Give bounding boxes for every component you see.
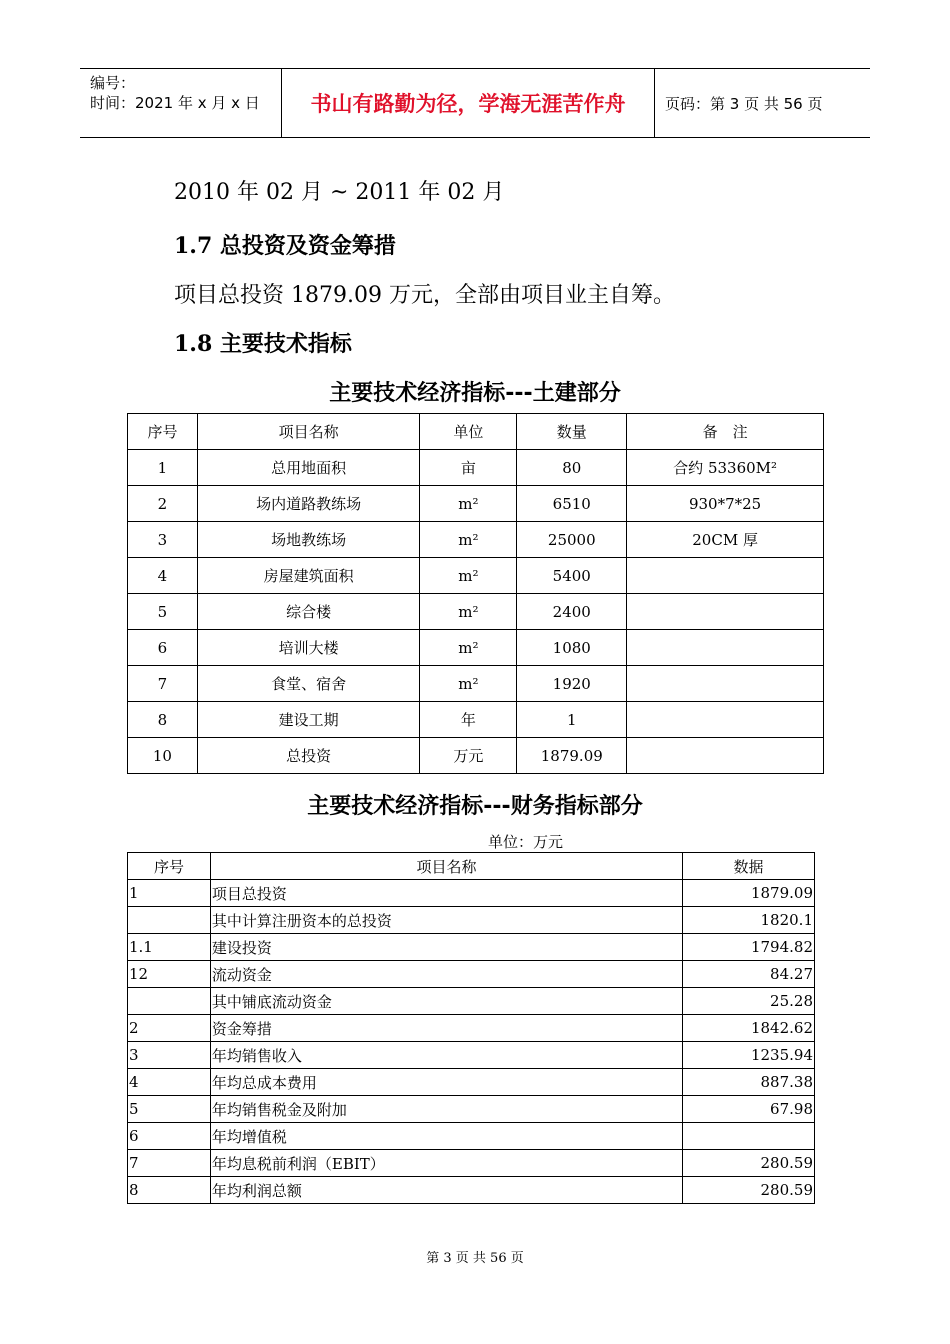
row-note: 20CM 厚 — [627, 522, 824, 558]
row-name: 建设工期 — [197, 702, 420, 738]
row-value: 280.59 — [683, 1150, 815, 1177]
row-qty: 1 — [517, 702, 627, 738]
col-header-qty: 数量 — [517, 414, 627, 450]
section-1-8-title: 1.8 主要技术指标 — [174, 331, 352, 357]
row-qty: 25000 — [517, 522, 627, 558]
row-name: 场内道路教练场 — [197, 486, 420, 522]
row-value: 887.38 — [683, 1069, 815, 1096]
section-1-7-text: 项目总投资 1879.09 万元，全部由项目业主自筹。 — [174, 283, 675, 308]
row-name: 年均息税前利润（EBIT） — [210, 1150, 682, 1177]
row-note — [627, 666, 824, 702]
row-qty: 2400 — [517, 594, 627, 630]
row-no: 1.1 — [128, 934, 211, 961]
row-unit: m² — [420, 558, 517, 594]
row-no: 8 — [128, 1177, 211, 1204]
row-no: 8 — [128, 702, 198, 738]
finance-table — [127, 852, 815, 1204]
period-text: 2010 年 02 月 ~ 2011 年 02 月 — [174, 180, 505, 205]
table-row — [128, 1123, 815, 1150]
row-value: 67.98 — [683, 1096, 815, 1123]
row-no: 3 — [128, 522, 198, 558]
row-name: 房屋建筑面积 — [197, 558, 420, 594]
row-unit: m² — [420, 522, 517, 558]
row-no: 3 — [128, 1042, 211, 1069]
row-no — [128, 988, 211, 1015]
row-name: 食堂、宿舍 — [197, 666, 420, 702]
page-footer: 第 3 页 共 56 页 — [426, 1251, 524, 1266]
row-value: 84.27 — [683, 961, 815, 988]
table-row — [128, 934, 815, 961]
row-value: 1842.62 — [683, 1015, 815, 1042]
row-name: 培训大楼 — [197, 630, 420, 666]
table-row — [128, 1150, 815, 1177]
page-header — [80, 68, 870, 138]
row-name: 综合楼 — [197, 594, 420, 630]
row-name: 总投资 — [197, 738, 420, 774]
row-qty: 1879.09 — [517, 738, 627, 774]
row-no: 5 — [128, 594, 198, 630]
table-row — [128, 1015, 815, 1042]
row-no: 10 — [128, 738, 198, 774]
col-header-no: 序号 — [128, 853, 211, 880]
row-unit: 万元 — [420, 738, 517, 774]
header-page-label: 页码：第 3 页 共 56 页 — [665, 94, 823, 113]
row-no: 1 — [128, 880, 211, 907]
section-1-7-title: 1.7 总投资及资金筹措 — [174, 233, 396, 259]
col-header-no: 序号 — [128, 414, 198, 450]
row-value: 25.28 — [683, 988, 815, 1015]
row-no: 4 — [128, 558, 198, 594]
row-value: 1820.1 — [683, 907, 815, 934]
row-no: 6 — [128, 1123, 211, 1150]
row-no: 2 — [128, 486, 198, 522]
row-no: 7 — [128, 1150, 211, 1177]
table-header-row — [128, 853, 815, 880]
table-row — [128, 450, 824, 486]
row-name: 其中计算注册资本的总投资 — [210, 907, 682, 934]
row-unit: 年 — [420, 702, 517, 738]
row-unit: m² — [420, 594, 517, 630]
row-unit: m² — [420, 486, 517, 522]
table-row — [128, 522, 824, 558]
row-no: 4 — [128, 1069, 211, 1096]
row-no: 2 — [128, 1015, 211, 1042]
row-qty: 5400 — [517, 558, 627, 594]
row-note — [627, 558, 824, 594]
row-value — [683, 1123, 815, 1150]
table-row — [128, 666, 824, 702]
row-value: 1235.94 — [683, 1042, 815, 1069]
table-row — [128, 702, 824, 738]
table-row — [128, 961, 815, 988]
row-no: 6 — [128, 630, 198, 666]
row-note — [627, 702, 824, 738]
row-note: 930*7*25 — [627, 486, 824, 522]
row-note — [627, 738, 824, 774]
table-row — [128, 1096, 815, 1123]
row-name: 年均增值税 — [210, 1123, 682, 1150]
row-unit: m² — [420, 630, 517, 666]
row-name: 年均销售税金及附加 — [210, 1096, 682, 1123]
row-name: 项目总投资 — [210, 880, 682, 907]
number-label: 编号： — [90, 74, 136, 92]
row-name: 资金筹措 — [210, 1015, 682, 1042]
row-unit: 亩 — [420, 450, 517, 486]
table-header-row — [128, 414, 824, 450]
table-row — [128, 907, 815, 934]
table-row — [128, 486, 824, 522]
table-row — [128, 630, 824, 666]
row-no: 7 — [128, 666, 198, 702]
row-no: 12 — [128, 961, 211, 988]
table2-title: 主要技术经济指标---财务指标部分 — [307, 794, 643, 819]
row-unit: m² — [420, 666, 517, 702]
col-header-name: 项目名称 — [210, 853, 682, 880]
construction-table — [127, 413, 824, 774]
table-row — [128, 738, 824, 774]
row-no: 5 — [128, 1096, 211, 1123]
row-qty: 6510 — [517, 486, 627, 522]
row-value: 1879.09 — [683, 880, 815, 907]
row-name: 场地教练场 — [197, 522, 420, 558]
table-row — [128, 558, 824, 594]
table-row — [128, 880, 815, 907]
row-qty: 1920 — [517, 666, 627, 702]
row-note — [627, 594, 824, 630]
row-name: 年均总成本费用 — [210, 1069, 682, 1096]
row-value: 280.59 — [683, 1177, 815, 1204]
col-header-unit: 单位 — [420, 414, 517, 450]
row-qty: 80 — [517, 450, 627, 486]
row-name: 年均利润总额 — [210, 1177, 682, 1204]
col-header-value: 数据 — [683, 853, 815, 880]
row-value: 1794.82 — [683, 934, 815, 961]
row-no — [128, 907, 211, 934]
row-qty: 1080 — [517, 630, 627, 666]
table-row — [128, 1177, 815, 1204]
table-row — [128, 1069, 815, 1096]
date-label: 时间：2021 年 x 月 x 日 — [90, 94, 260, 112]
col-header-name: 项目名称 — [197, 414, 420, 450]
row-name: 流动资金 — [210, 961, 682, 988]
row-no: 1 — [128, 450, 198, 486]
row-note — [627, 630, 824, 666]
table-row — [128, 1042, 815, 1069]
unit-label: 单位：万元 — [488, 833, 564, 851]
row-name: 建设投资 — [210, 934, 682, 961]
row-name: 总用地面积 — [197, 450, 420, 486]
col-header-note: 备 注 — [627, 414, 824, 450]
row-name: 年均销售收入 — [210, 1042, 682, 1069]
table1-title: 主要技术经济指标---土建部分 — [329, 381, 621, 406]
header-motto: 书山有路勤为径，学海无涯苦作舟 — [282, 69, 655, 137]
row-note: 合约 53360M² — [627, 450, 824, 486]
header-meta — [80, 69, 282, 137]
row-name: 其中铺底流动资金 — [210, 988, 682, 1015]
table-row — [128, 594, 824, 630]
table-row — [128, 988, 815, 1015]
